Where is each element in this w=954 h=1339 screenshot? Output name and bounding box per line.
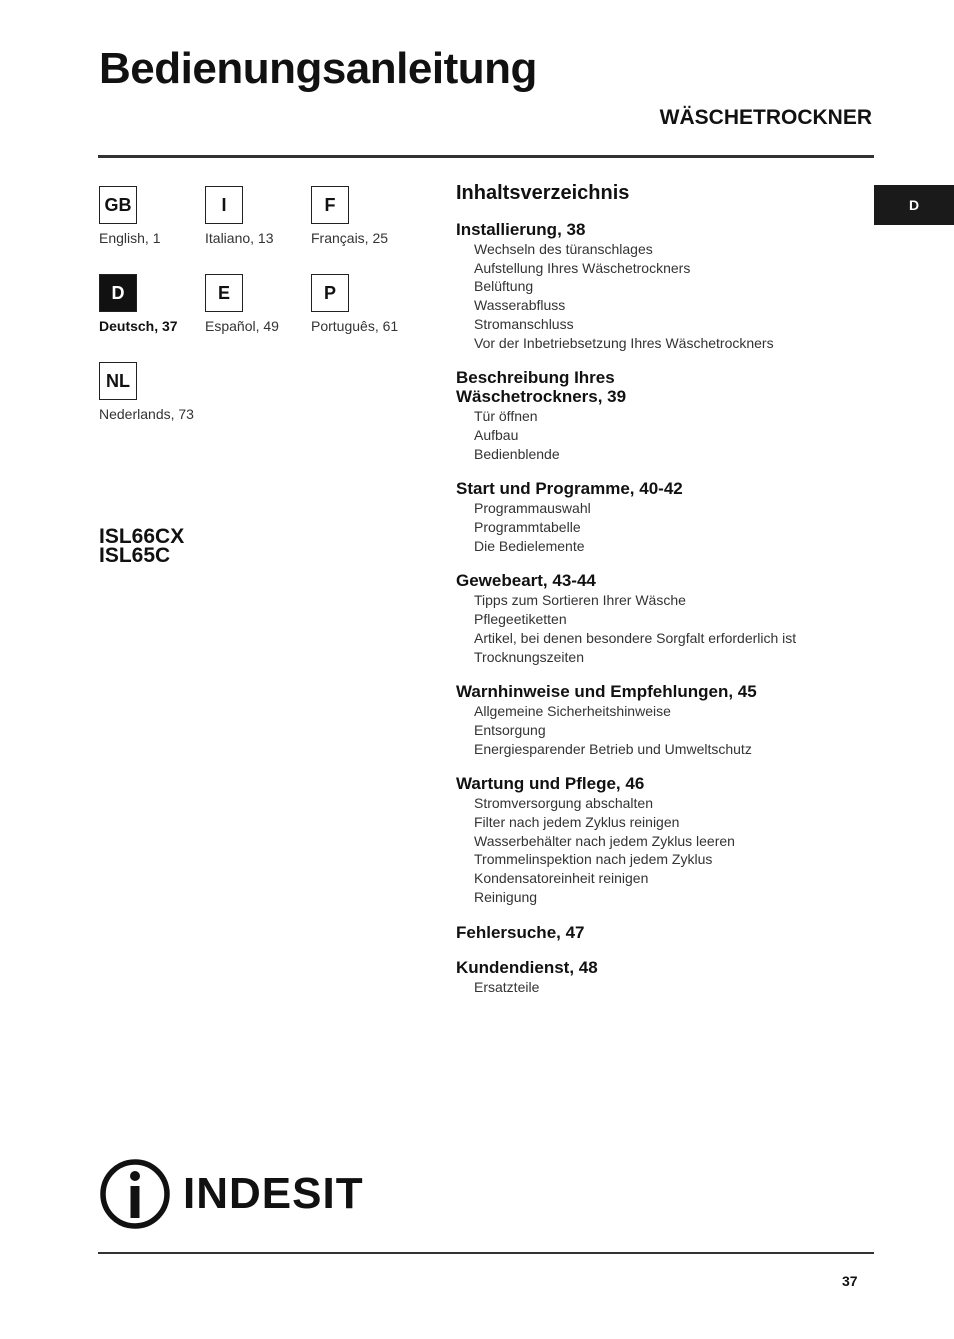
language-code-box: P — [311, 274, 349, 312]
toc-subitem: Trocknungszeiten — [474, 648, 584, 665]
brand-logo — [99, 1156, 364, 1231]
toc-section — [456, 924, 866, 942]
language-page-label: Português, 61 — [311, 318, 399, 334]
toc-subitem: Programmtabelle — [474, 519, 581, 536]
language-page-label: Deutsch, 37 — [99, 318, 178, 334]
toc-title: Inhaltsverzeichnis — [456, 182, 630, 204]
language-code-box: D — [99, 274, 137, 312]
toc-subitem: Die Bedielemente — [474, 537, 585, 554]
language-entry — [99, 274, 205, 334]
brand-i-icon — [99, 1158, 171, 1230]
toc-subitem: Trommelinspektion nach jedem Zyklus — [474, 851, 713, 868]
toc-section — [456, 572, 866, 666]
language-entry — [311, 186, 417, 246]
language-code-box: I — [205, 186, 243, 224]
toc-section — [456, 221, 866, 352]
toc-section — [456, 369, 866, 463]
toc-subitem: Allgemeine Sicherheitshinweise — [474, 703, 671, 720]
toc-subitem: Aufstellung Ihres Wäschetrockners — [474, 259, 691, 276]
product-type-heading: WÄSCHETROCKNER — [659, 106, 872, 129]
toc-subitem: Filter nach jedem Zyklus reinigen — [474, 814, 680, 831]
model-numbers — [99, 527, 184, 565]
language-entry — [311, 274, 417, 334]
header-divider — [98, 155, 874, 158]
toc-section-heading: Fehlersuche, 47 — [456, 922, 585, 942]
toc-section-heading: Installierung, 38 — [456, 220, 586, 239]
language-code-box: F — [311, 186, 349, 224]
toc-section — [456, 480, 866, 555]
toc-section-heading: Start und Programme, 40-42 — [456, 479, 683, 499]
toc-subitem: Entsorgung — [474, 721, 546, 738]
toc-subitem: Artikel, bei denen besondere Sorgfalt erforderlich ist — [474, 629, 797, 646]
language-entry — [205, 274, 311, 334]
toc-section-heading: Warnhinweise und Empfehlungen, 45 — [456, 682, 757, 702]
toc-subitem: Bedienblende — [474, 445, 560, 462]
toc-section — [456, 959, 866, 997]
toc-subitem: Belüftung — [474, 278, 534, 295]
model-number: ISL65C — [99, 544, 171, 567]
toc-subitem: Reinigung — [474, 888, 538, 905]
toc-subitem: Stromversorgung abschalten — [474, 795, 653, 812]
language-entry — [205, 186, 311, 246]
toc-subitem: Programmauswahl — [474, 500, 591, 517]
language-page-label: Nederlands, 73 — [99, 406, 194, 422]
toc-subitem: Wasserabfluss — [474, 297, 566, 314]
toc-sections — [456, 221, 866, 996]
toc-section-heading: Beschreibung Ihres — [456, 368, 615, 388]
page-title: Bedienungsanleitung — [99, 44, 537, 93]
toc-subitem: Stromanschluss — [474, 315, 574, 332]
table-of-contents — [456, 182, 866, 1013]
page-number: 37 — [842, 1273, 858, 1289]
toc-subitem: Energiesparender Betrieb und Umweltschutz — [474, 740, 752, 757]
toc-section-heading: Wartung und Pflege, 46 — [456, 774, 645, 794]
toc-subitem: Kondensatoreinheit reinigen — [474, 870, 649, 887]
toc-subitem: Tür öffnen — [474, 408, 538, 425]
toc-subitem: Ersatzteile — [474, 978, 540, 995]
toc-section — [456, 683, 866, 758]
language-page-label: English, 1 — [99, 230, 161, 246]
language-entry — [99, 186, 205, 246]
toc-subitem: Wasserbehälter nach jedem Zyklus leeren — [474, 832, 735, 849]
language-page-label: Italiano, 13 — [205, 230, 274, 246]
toc-section — [456, 775, 866, 906]
language-tab-marker: D — [874, 185, 954, 225]
toc-section-heading: Kundendienst, 48 — [456, 957, 598, 977]
language-code-box: E — [205, 274, 243, 312]
footer-divider — [98, 1252, 874, 1254]
language-page-label: Español, 49 — [205, 318, 279, 334]
toc-subitem: Wechseln des türanschlages — [474, 241, 653, 257]
toc-section-heading: Gewebeart, 43-44 — [456, 571, 596, 591]
toc-subitem: Aufbau — [474, 426, 519, 443]
toc-subitem: Tipps zum Sortieren Ihrer Wäsche — [474, 592, 686, 609]
brand-logo-text: INDESIT — [183, 1168, 364, 1218]
toc-subitem: Pflegeetiketten — [474, 611, 567, 628]
toc-section-heading: Wäschetrockners, 39 — [456, 387, 627, 407]
model-number: ISL66CX — [99, 525, 185, 548]
language-entry — [99, 362, 205, 422]
toc-subitem: Vor der Inbetriebsetzung Ihres Wäschetrockners — [474, 334, 774, 351]
language-code-box: GB — [99, 186, 137, 224]
language-code-box: NL — [99, 362, 137, 400]
language-page-label: Français, 25 — [311, 230, 389, 246]
